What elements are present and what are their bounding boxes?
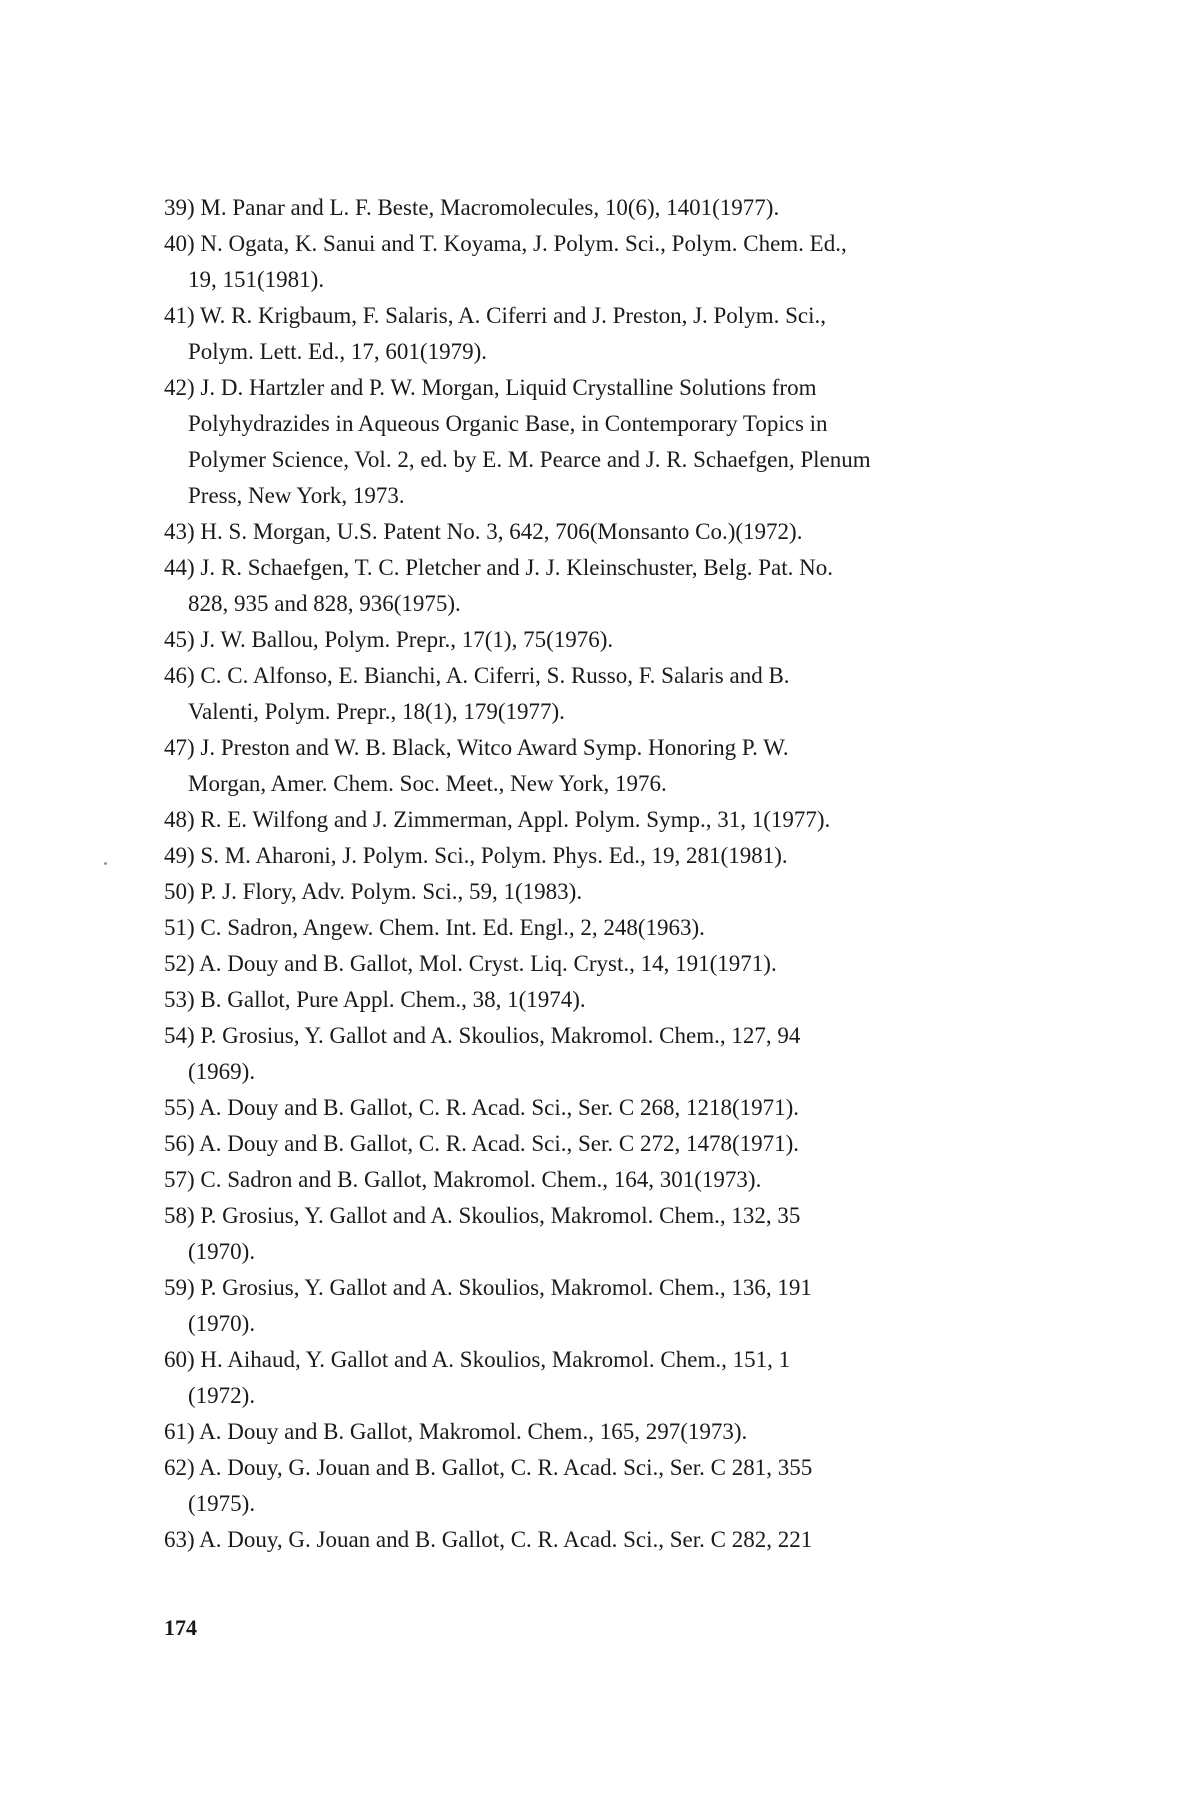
reference-text: N. Ogata, K. Sanui and T. Koyama, J. Polym. Sci., Polym. Chem. Ed., xyxy=(200,231,847,256)
reference-text: A. Douy, G. Jouan and B. Gallot, C. R. Acad. Sci., Ser. C 282, 221 xyxy=(199,1527,813,1552)
reference-text: B. Gallot, Pure Appl. Chem., 38, 1(1974). xyxy=(200,987,586,1012)
reference-number: 53) xyxy=(164,987,195,1012)
reference-text-continuation: Polyhydrazides in Aqueous Organic Base, in Contemporary Topics in xyxy=(188,411,828,436)
reference-text: A. Douy, G. Jouan and B. Gallot, C. R. Acad. Sci., Ser. C 281, 355 xyxy=(199,1455,813,1480)
reference-number: 40) xyxy=(164,231,195,256)
reference-text: J. D. Hartzler and P. W. Morgan, Liquid Crystalline Solutions from xyxy=(200,375,817,400)
reference-number: 43) xyxy=(164,519,195,544)
reference-text: C. Sadron and B. Gallot, Makromol. Chem., 164, 301(1973). xyxy=(200,1167,762,1192)
reference-number: 39) xyxy=(164,195,195,220)
reference-number: 63) xyxy=(164,1527,195,1552)
reference-item xyxy=(164,658,1024,730)
reference-text: P. Grosius, Y. Gallot and A. Skoulios, Makromol. Chem., 132, 35 xyxy=(200,1203,801,1228)
reference-item xyxy=(164,298,1024,370)
reference-item xyxy=(164,1522,1024,1558)
reference-text: C. Sadron, Angew. Chem. Int. Ed. Engl., 2, 248(1963). xyxy=(200,915,705,940)
reference-item xyxy=(164,1018,1024,1090)
reference-item xyxy=(164,514,1024,550)
reference-item xyxy=(164,622,1024,658)
reference-text: W. R. Krigbaum, F. Salaris, A. Ciferri and J. Preston, J. Polym. Sci., xyxy=(200,303,826,328)
reference-item xyxy=(164,1414,1024,1450)
reference-number: 42) xyxy=(164,375,195,400)
reference-item xyxy=(164,838,1024,874)
reference-text-continuation: Polymer Science, Vol. 2, ed. by E. M. Pearce and J. R. Schaefgen, Plenum xyxy=(188,447,871,472)
reference-number: 45) xyxy=(164,627,195,652)
reference-item xyxy=(164,370,1024,514)
reference-text: P. Grosius, Y. Gallot and A. Skoulios, Makromol. Chem., 136, 191 xyxy=(200,1275,812,1300)
reference-number: 56) xyxy=(164,1131,195,1156)
reference-number: 59) xyxy=(164,1275,195,1300)
reference-text: A. Douy and B. Gallot, C. R. Acad. Sci., Ser. C 268, 1218(1971). xyxy=(199,1095,800,1120)
reference-number: 44) xyxy=(164,555,195,580)
reference-number: 57) xyxy=(164,1167,195,1192)
reference-text-continuation: 828, 935 and 828, 936(1975). xyxy=(188,591,461,616)
reference-item xyxy=(164,802,1024,838)
reference-item xyxy=(164,1090,1024,1126)
reference-item xyxy=(164,874,1024,910)
reference-text: P. Grosius, Y. Gallot and A. Skoulios, Makromol. Chem., 127, 94 xyxy=(200,1023,801,1048)
reference-number: 60) xyxy=(164,1347,195,1372)
reference-item xyxy=(164,1270,1024,1342)
reference-item xyxy=(164,1198,1024,1270)
reference-text: J. W. Ballou, Polym. Prepr., 17(1), 75(1976). xyxy=(200,627,614,652)
reference-text: A. Douy and B. Gallot, C. R. Acad. Sci., Ser. C 272, 1478(1971). xyxy=(199,1131,800,1156)
reference-text-continuation: (1975). xyxy=(188,1491,256,1516)
reference-text-continuation: (1970). xyxy=(188,1239,256,1264)
reference-number: 54) xyxy=(164,1023,195,1048)
reference-text: J. Preston and W. B. Black, Witco Award Symp. Honoring P. W. xyxy=(200,735,789,760)
reference-number: 55) xyxy=(164,1095,195,1120)
reference-number: 61) xyxy=(164,1419,195,1444)
reference-item xyxy=(164,910,1024,946)
reference-text: M. Panar and L. F. Beste, Macromolecules, 10(6), 1401(1977). xyxy=(200,195,780,220)
reference-text-continuation: Morgan, Amer. Chem. Soc. Meet., New York, 1976. xyxy=(188,771,667,796)
reference-item xyxy=(164,982,1024,1018)
reference-number: 52) xyxy=(164,951,195,976)
reference-text: P. J. Flory, Adv. Polym. Sci., 59, 1(1983). xyxy=(200,879,583,904)
reference-number: 47) xyxy=(164,735,195,760)
reference-text: J. R. Schaefgen, T. C. Pletcher and J. J. Kleinschuster, Belg. Pat. No. xyxy=(200,555,833,580)
reference-text: R. E. Wilfong and J. Zimmerman, Appl. Polym. Symp., 31, 1(1977). xyxy=(200,807,831,832)
reference-number: 51) xyxy=(164,915,195,940)
reference-text-continuation: Valenti, Polym. Prepr., 18(1), 179(1977). xyxy=(188,699,565,724)
reference-text-continuation: (1972). xyxy=(188,1383,256,1408)
reference-number: 50) xyxy=(164,879,195,904)
scan-speck xyxy=(104,862,107,865)
reference-number: 46) xyxy=(164,663,195,688)
reference-text: C. C. Alfonso, E. Bianchi, A. Ciferri, S. Russo, F. Salaris and B. xyxy=(200,663,790,688)
reference-text: A. Douy and B. Gallot, Mol. Cryst. Liq. Cryst., 14, 191(1971). xyxy=(199,951,777,976)
reference-item xyxy=(164,1342,1024,1414)
reference-item xyxy=(164,190,1024,226)
reference-item xyxy=(164,1126,1024,1162)
reference-text-continuation: Polym. Lett. Ed., 17, 601(1979). xyxy=(188,339,487,364)
reference-item xyxy=(164,946,1024,982)
reference-number: 48) xyxy=(164,807,195,832)
reference-number: 49) xyxy=(164,843,195,868)
reference-item xyxy=(164,1162,1024,1198)
reference-text: H. S. Morgan, U.S. Patent No. 3, 642, 706(Monsanto Co.)(1972). xyxy=(200,519,803,544)
reference-text: A. Douy and B. Gallot, Makromol. Chem., 165, 297(1973). xyxy=(199,1419,748,1444)
reference-text-continuation: 19, 151(1981). xyxy=(188,267,325,292)
reference-number: 58) xyxy=(164,1203,195,1228)
reference-item xyxy=(164,1450,1024,1522)
reference-text: S. M. Aharoni, J. Polym. Sci., Polym. Phys. Ed., 19, 281(1981). xyxy=(200,843,788,868)
reference-text-continuation: Press, New York, 1973. xyxy=(188,483,405,508)
reference-text: H. Aihaud, Y. Gallot and A. Skoulios, Makromol. Chem., 151, 1 xyxy=(200,1347,791,1372)
reference-text-continuation: (1969). xyxy=(188,1059,256,1084)
reference-item xyxy=(164,730,1024,802)
reference-item xyxy=(164,226,1024,298)
reference-number: 41) xyxy=(164,303,195,328)
reference-item xyxy=(164,550,1024,622)
reference-number: 62) xyxy=(164,1455,195,1480)
reference-list xyxy=(164,190,1024,1558)
reference-text-continuation: (1970). xyxy=(188,1311,256,1336)
page-number: 174 xyxy=(164,1615,197,1640)
